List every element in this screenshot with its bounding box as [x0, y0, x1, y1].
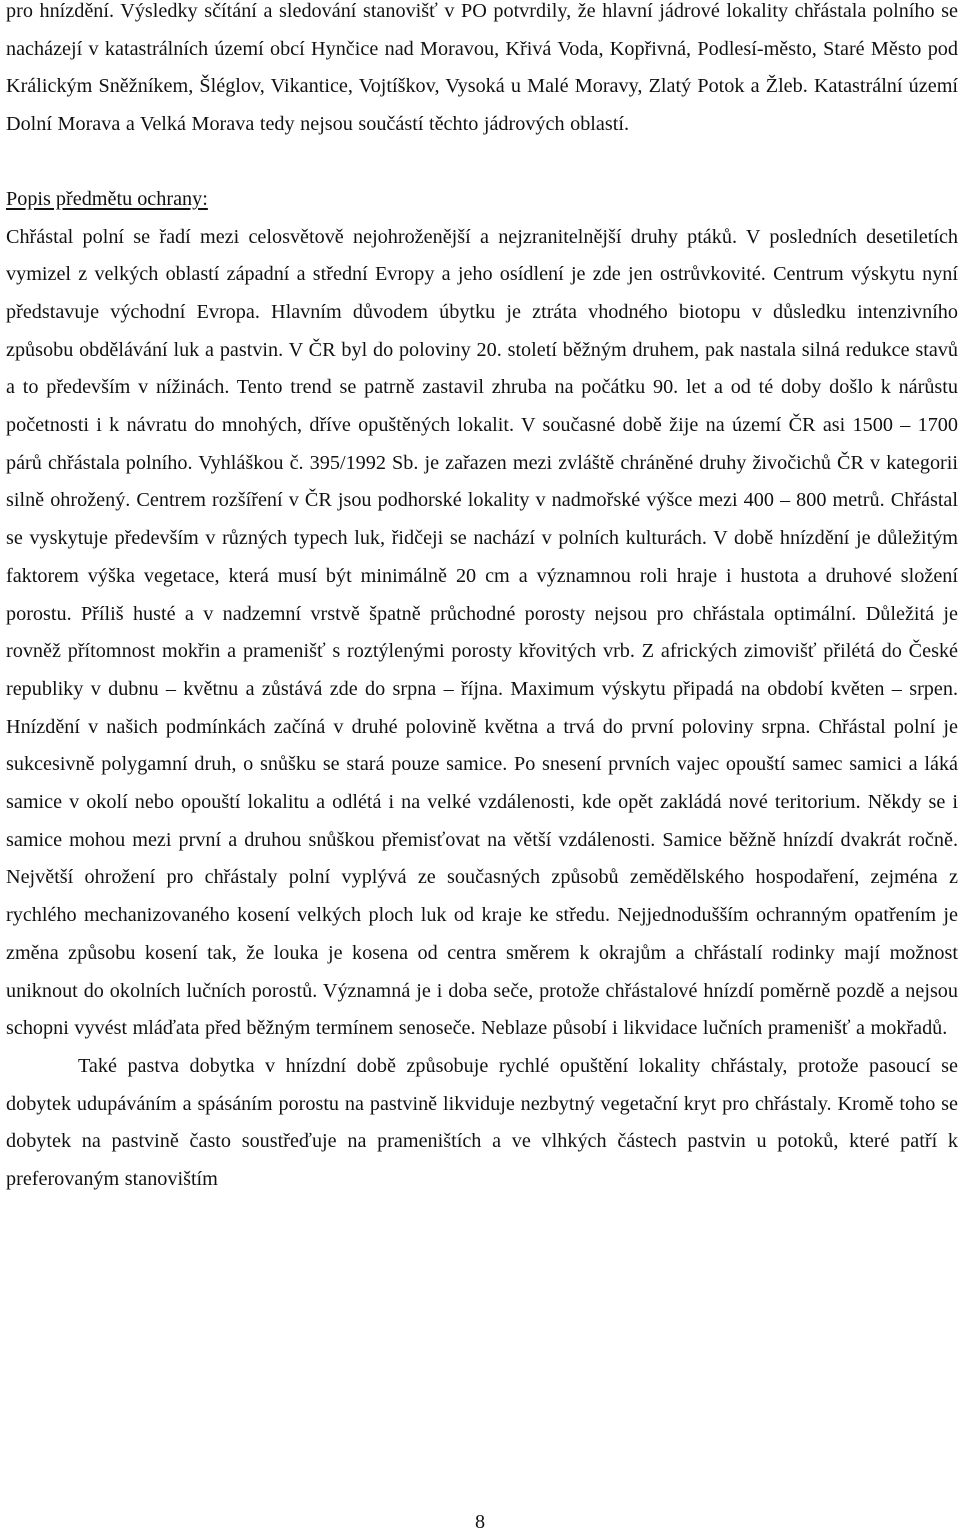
page-number: 8: [474, 1511, 486, 1533]
last-paragraph: Také pastva dobytka v hnízdní době způsobuje rychlé opuštění lokality chřástaly, protože pasoucí se dobytek udupáváním a spásáním porostu na pastvině likviduje nezbytný vegetační kryt pro chřástaly. Kromě toho se dobytek na pastvině často soustřeďuje na prameništích a ve vlhkých částech pastvin u potoků, které patří k preferovaným stanovištím: [6, 1054, 958, 1191]
main-paragraph: Chřástal polní se řadí mezi celosvětově nejohroženější a nejzranitelnější druhy ptáků. V posledních desetiletích vymizel z velkých oblastí západní a střední Evropy a jeho osídlení je zde jen ostrůvkovité. Centrum výskytu nyní představuje východní Evropa. Hlavním důvodem úbytku je ztráta vhodného biotopu v důsledku intenzivního způsobu obdělávání luk a pastvin. V ČR byl do poloviny 20. století běžným druhem, pak nastala silná redukce stavů a to především v nížinách. Tento trend se patrně zastavil zhruba na počátku 90. let a od té doby došlo k nárůstu početnosti i k návratu do mnohých, dříve opuštěných lokalit. V současné době žije na území ČR asi 1500 – 1700 párů chřástala polního. Vyhláškou č. 395/1992 Sb. je zařazen mezi zvláště chráněné druhy živočichů ČR v kategorii silně ohrožený. Centrem rozšíření v ČR jsou podhorské lokality v nadmořské výšce mezi 400 – 800 metrů. Chřástal se vyskytuje především v různých typech luk, řidčeji se nachází v polních kulturách. V době hnízdění je důležitým faktorem výška vegetace, která musí být minimálně 20 cm a významnou roli hraje i hustota a druhové složení porostu. Příliš husté a v nadzemní vrstvě špatně průchodné porosty nejsou pro chřástala optimální. Důležitá je rovněž přítomnost mokřin a pramenišť s roztýlenými porosty křovitých vrb. Z afrických zimovišť přilétá do České republiky v dubnu – květnu a zůstává zde do srpna – října. Maximum výskytu připadá na období květen – srpen. Hnízdění v našich podmínkách začíná v druhé polovině května a trvá do první poloviny srpna. Chřástal polní je sukcesivně polygamní druh, o snůšku se stará pouze samice. Po snesení prvních vajec opouští samec samici a láká samice v okolí nebo opouští lokalitu a odlétá i na velké vzdálenosti, kde opět zakládá nové teritorium. Někdy se i samice mohou mezi první a druhou snůškou přemisťovat na větší vzdálenosti. Samice běžně hnízdí dvakrát ročně. Největší ohrožení pro chřástaly polní vyplývá ze současných způsobů zemědělského hospodaření, zejména z rychlého mechanizovaného kosení velkých ploch luk od kraje ke středu. Nejjednodušším ochranným opatřením je změna způsobu kosení tak, že louka je kosena od centra směrem k okrajům a chřástalí rodinky mají možnost uniknout do okolních lučních porostů. Významná je i doba seče, protože chřástalové hnízdí poměrně pozdě a nejsou schopni vyvést mláďata před běžným termínem senoseče. Neblaze působí i likvidace lučních pramenišť a mokřadů.: [6, 225, 958, 1040]
intro-paragraph: pro hnízdění. Výsledky sčítání a sledování stanovišť v PO potvrdily, že hlavní jádrové lokality chřástala polního se nacházejí v katastrálních území obcí Hynčice nad Moravou, Křivá Voda, Kopřivná, Podlesí-město, Staré Město pod Králickým Sněžníkem, Šléglov, Vikantice, Vojtíškov, Vysoká u Malé Moravy, Zlatý Potok a Žleb. Katastrální území Dolní Morava a Velká Morava tedy nejsou součástí těchto jádrových oblastí.: [6, 0, 958, 136]
section-heading: Popis předmětu ochrany:: [6, 187, 208, 210]
document-page: [6, 0, 958, 1199]
